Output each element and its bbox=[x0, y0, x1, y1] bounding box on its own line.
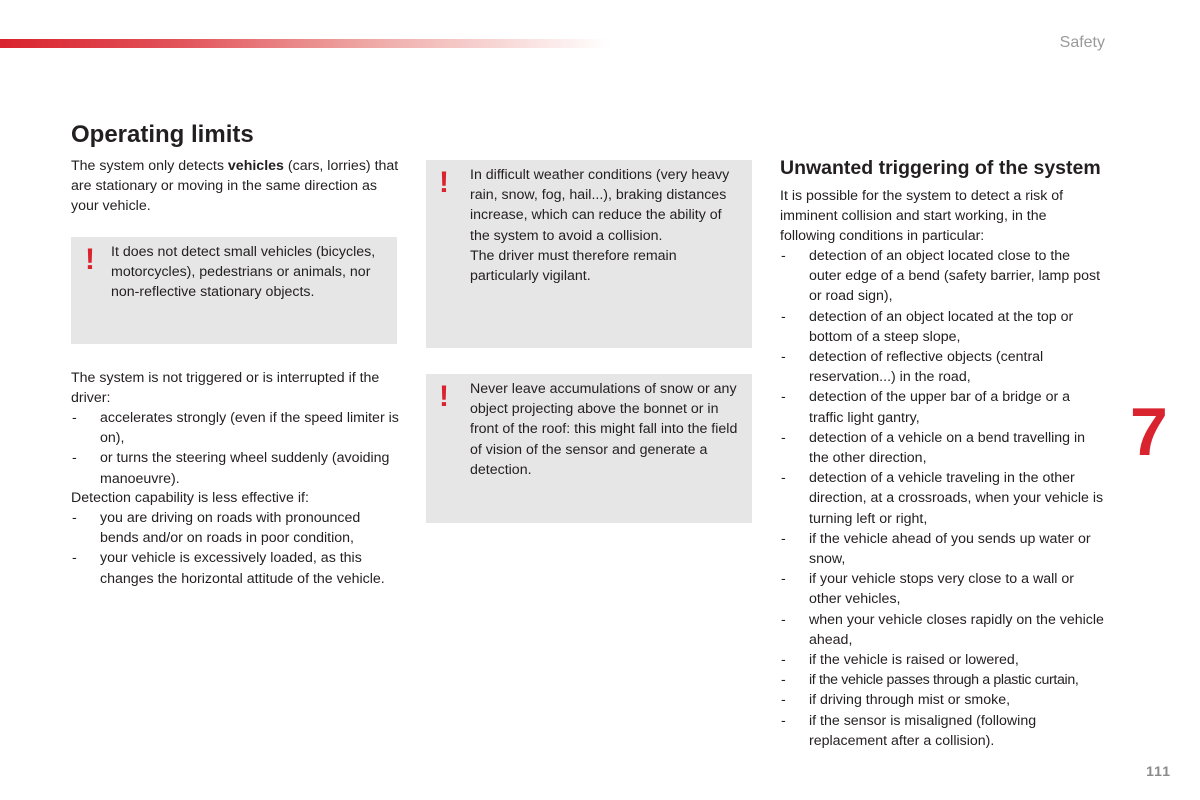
intro-text-bold: vehicles bbox=[227, 158, 284, 174]
list-item: - if the vehicle ahead of you sends up water or snow, bbox=[780, 529, 1105, 569]
list-item: - detection of a vehicle on a bend travelling in the other direction, bbox=[780, 428, 1105, 468]
less-effective-intro: Detection capability is less effective if: bbox=[71, 490, 309, 506]
list-item: - if the vehicle is raised or lowered, bbox=[780, 650, 1105, 670]
unwanted-intro: It is possible for the system to detect a risk of imminent collision and start working, in the following conditions in particular: bbox=[780, 188, 1064, 245]
list-item: - accelerates strongly (even if the speed limiter is on), bbox=[71, 408, 401, 448]
list-item: - if your vehicle stops very close to a wall or other vehicles, bbox=[780, 569, 1105, 609]
alert-text-line: In difficult weather conditions (very heavy rain, snow, fog, hail...), braking distances increase, which can reduce the ability of the system to avoid a collision. bbox=[470, 167, 730, 244]
page-number: 111 bbox=[1146, 763, 1171, 779]
unwanted-triggers-list bbox=[780, 246, 1105, 751]
exclamation-icon: ! bbox=[439, 380, 449, 413]
alert-box-small-vehicles bbox=[71, 237, 397, 344]
intro-text-pre: The system only detects bbox=[71, 158, 228, 174]
list-item: - or turns the steering wheel suddenly (avoiding manoeuvre). bbox=[71, 448, 401, 488]
intro-text-post: (cars, lorries) that are stationary or moving in the same direction as your vehicle. bbox=[71, 158, 399, 215]
section-label: Safety bbox=[1059, 34, 1105, 51]
list-item: - detection of reflective objects (central reservation...) in the road, bbox=[780, 347, 1105, 387]
alert-box-snow bbox=[426, 374, 752, 523]
list-item: - detection of the upper bar of a bridge or a traffic light gantry, bbox=[780, 387, 1105, 427]
list-item: - you are driving on roads with pronounced bends and/or on roads in poor condition, bbox=[71, 508, 391, 548]
alert-box-weather bbox=[426, 160, 752, 348]
list-item: - your vehicle is excessively loaded, as this changes the horizontal attitude of the vehicle. bbox=[71, 548, 391, 588]
alert-text: It does not detect small vehicles (bicycles, motorcycles), pedestrians or animals, nor non-reflective stationary objects. bbox=[111, 244, 376, 301]
not-triggered-list bbox=[71, 408, 401, 489]
intro-paragraph bbox=[71, 156, 401, 217]
list-item: - when your vehicle closes rapidly on the vehicle ahead, bbox=[780, 610, 1105, 650]
list-item: - if the vehicle passes through a plastic curtain, bbox=[780, 670, 1105, 690]
chapter-number: 7 bbox=[1130, 394, 1168, 470]
less-effective-list bbox=[71, 508, 391, 589]
not-triggered-intro: The system is not triggered or is interrupted if the driver: bbox=[71, 370, 380, 407]
list-item: - if the sensor is misaligned (following replacement after a collision). bbox=[780, 711, 1105, 751]
section-heading: Unwanted triggering of the system bbox=[780, 157, 1101, 179]
alert-text bbox=[470, 165, 740, 286]
exclamation-icon: ! bbox=[85, 243, 95, 276]
list-item: - detection of a vehicle traveling in the other direction, at a crossroads, when your vehicle is turning left or right, bbox=[780, 468, 1105, 529]
list-item: - detection of an object located close to the outer edge of a bend (safety barrier, lamp post or road sign), bbox=[780, 246, 1105, 307]
alert-text-line: The driver must therefore remain particularly vigilant. bbox=[470, 247, 677, 285]
exclamation-icon: ! bbox=[439, 166, 449, 199]
header-accent-bar bbox=[0, 39, 610, 48]
list-item: - detection of an object located at the top or bottom of a steep slope, bbox=[780, 307, 1105, 347]
page-title: Operating limits bbox=[71, 121, 254, 148]
alert-text: Never leave accumulations of snow or any object projecting above the bonnet or in front of the roof: this might fall into the field of vision of the sensor and generate a detection. bbox=[470, 381, 738, 478]
list-item: - if driving through mist or smoke, bbox=[780, 690, 1105, 710]
